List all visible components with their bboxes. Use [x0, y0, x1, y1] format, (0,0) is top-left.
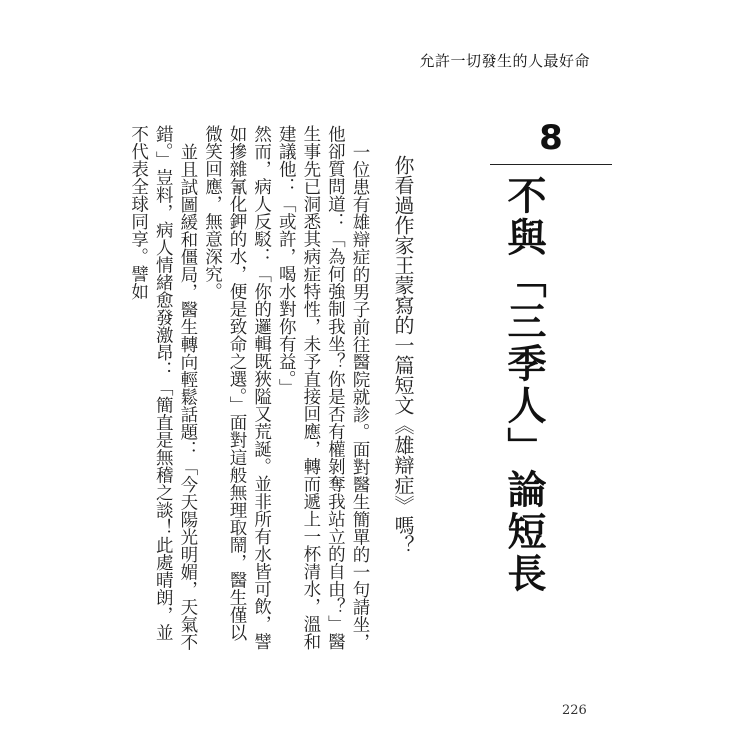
lead-question: 你看過作家王蒙寫的一篇短文《雄辯症》嗎？ — [391, 155, 415, 555]
page-number: 226 — [562, 703, 587, 718]
body-paragraph: 並且試圖緩和僵局，醫生轉向輕鬆話題：「今天陽光明媚，天氣不錯。」豈料，病人情緒愈發激昂：「簡直是無稽之談！此處晴朗，並不代表全球同享。譬如 — [128, 125, 198, 650]
body-paragraph: 一位患有雄辯症的男子前往醫院就診。面對醫生簡單的一句請坐，他卻質問道：「為何強制我坐？你是否有權剝奪我站立的自由？」醫生事先已洞悉其病症特性，未予直接回應，轉而遞上一杯清水，溫和建議他：「或許，喝水對你有益。」 — [276, 125, 370, 650]
chapter-divider — [490, 164, 612, 165]
chapter-title: 不與「三季人」論短長 — [501, 175, 546, 595]
body-paragraph: 然而，病人反駁：「你的邏輯既狹隘又荒誕。並非所有水皆可飲，譬如摻雜氰化鉀的水，便是致命之選。」面對這般無理取鬧，醫生僅以微笑回應，無意深究。 — [202, 125, 272, 650]
chapter-number: 8 — [539, 118, 563, 158]
body-text — [128, 125, 372, 655]
running-header: 允許一切發生的人最好命 — [419, 52, 590, 70]
